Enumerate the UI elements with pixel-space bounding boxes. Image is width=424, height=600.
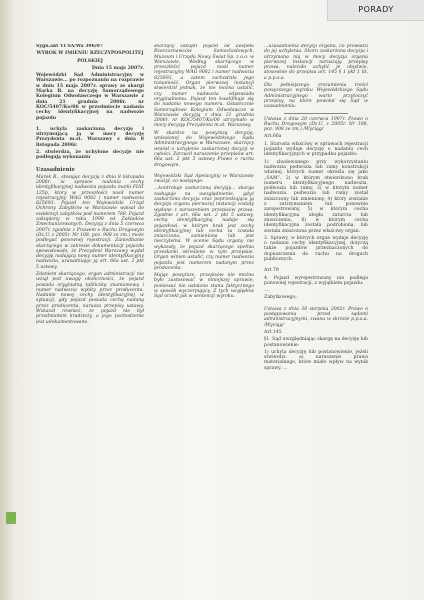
verdict-title-line2: POLSKIEJ <box>77 58 103 64</box>
page-binding-shadow <box>0 0 14 600</box>
col2-body-4: ...kontroluje zaskarżoną decyzję... skarga zasługuje na uwzględnienie, gdyż zaskarżona decyzja oraz poprzedzająca ją decyzja organu pierwszej instancji zostały wydane z naruszeniem przepisów prawa. Zgodnie z art. 66a ust. 2 pkt 5 ustawy, cechę identyfikacyjną nadaje się pojazdowi, w którym brak jest cechy identyfikacyjnej lub cecha ta została zniszczona, zamieniona lub jest nieczytelna. W ocenie Sądu organy nie wykazały, że pojazd skarżącego spełnia przesłanki określone w tym przepisie. Organ winien ustalić, czy numer nadwozia pojazdu jest numerem nadanym przez producenta. <box>154 186 254 271</box>
ruling-point-1: 1. uchyla zaskarżoną decyzję i utrzymującą ją w mocy decyzję Prezydenta m.st. Warszawy z dnia 8 listopada 2006r. <box>36 126 144 148</box>
col2-body-1: skarżący zakupił pojazd od Zespołu Rzeczoznawców Samochodowych, Muzeum i Urzędu Nowy Świat Sp. z o.o. w Warszawie. Według skarżącego w przeszłości pojazd nosił numer rejestracyjny WAG 9082 i numer nadwozia 825693, a zatem zachodziła jego tożsamość. Organ pierwszej instancji stwierdził jednak, że nie można ustalić, czy numer nadwozia odpowiada oryginalnemu. Pojazd ten kwalifikuje się do nadania nowego numeru. Ostatecznie Samorządowe Kolegium Odwoławcze w Warszawie decyzją z dnia 21 grudnia 2006r. nr KOC/5407/Ko/06 utrzymało w mocy decyzję Prezydenta m.st. Warszawy. <box>154 44 254 129</box>
ruling-point-2: 2. stwierdza, że uchylone decyzje nie podlegają wykonaniu <box>36 150 144 161</box>
article-66a-items: 1) zbudowanego przy wykorzystaniu nadwozia podwozia lub ramy konstrukcji własnej, których numer określa się jako „SAM”, 2) w którym stwierdzono brak numeru identyfikacyjnego nadwozia, podwozia lub ramy, 3) w którym numer nadwozia, podwozia lub ramy został zniszczony lub zmieniony, 4) który zostanie z zatrzymaniem lub ponownie zarejestrowany, 5) w którym cecha identyfikacyjna uległa zatarciu lub zniszczeniu, 6) w którym cecha identyfikacyjna została podrobiona, lub została zniszczona przez właściwy organ. <box>264 159 368 234</box>
text-column-1 <box>36 44 144 570</box>
case-signature: Sygn.akt VI SA/Wa 396/07 <box>36 44 103 49</box>
justification-body-2: Zdaniem skarżącego, organ administracji nie wziął pod uwagę okoliczności, że pojazd posiada oryginalną tabliczkę znamionową i numer nadwozia wybity przez producenta. Nadanie nowej cechy identyfikacyjnej w sytuacji, gdy pojazd posiada cechę nadaną przez producenta, narusza przepisy ustawy. Wskazał również, że pojazd nie był przedmiotem kradzieży, a jego pochodzenie jest udokumentowane. <box>36 271 144 325</box>
article-66a-title: Art.66a <box>264 134 282 140</box>
green-tab-marker <box>6 512 16 524</box>
article-79-items: .... <box>264 288 270 294</box>
section-header-tab <box>327 0 424 21</box>
article-79-para: 4. Pojazd wyrejestrowany nie podlega ponownej rejestracji, z wyjątkiem pojazdu: <box>264 275 368 286</box>
col3-body-2: Dla pełniejszego zrozumienia treści powyższego wyroku Wojewódzkiego Sądu Administracyjnego warto przytoczyć przepisy, na które powołał się Sąd w uzasadnieniu. <box>264 83 368 110</box>
statute-source-2: Ustawa z dnia 30 sierpnia 2002r. Prawo o postępowaniu przed sądami administracyjnymi, zwana w skrócie p.p.s.a. /Wyciąg/ <box>264 306 368 328</box>
col2-body-2: W skardze na powyższą decyzję, wniesionej do Wojewódzkiego Sądu Administracyjnego w Warszawie, skarżący wniósł o uchylenie zaskarżonej decyzji w całości. Zarzucił naruszenie przepisów art. 66a ust. 2 pkt 5 ustawy Prawo o ruchu drogowym. <box>154 130 254 168</box>
col2-body-3: Wojewódzki Sąd Apelacyjny w Warszawie zważył, co następuje: <box>154 173 254 185</box>
justification-body-1: Marek B., stosując decyzję z dnia 8 listopada 2006r. w sprawie nadania cechy identyfikacyjnej nadwozia pojazdu marki FIAT 125p, który w przeszłości nosił numer rejestracyjny WAG 9082 i numer nadwozia 825693. Pojazd ten Wojewódzki Urząd Ochrony Zabytków w Warszawie wpisał do ewidencji zabytków pod numerem 788. Pojazd zakupiony w roku 1998 od Zakładów Zmechanizowanych. Decyzją z dnia 5 czerwca 2007r. zgodnie z Prawem o Ruchu Drogowym (Dz.U. z 2005r. Nr 108, poz. 908 ze zm.) może podlegać ponownej rejestracji. Zaniedbanie skarżącego w zakresie dokumentacji pojazdu spowodowało, że Prezydent Warszawy wydał decyzję nadającą nowy numer identyfikacyjny nadwozia, uzasadniając ją art. 66a ust. 2 pkt 5 ustawy. <box>36 174 144 270</box>
article-145-para: §1. Sąd uwzględniając skargę na decyzję lub postanowienie: <box>264 337 368 348</box>
article-79-zabytek: Zabytkowego; <box>264 295 297 301</box>
verdict-title-line1: WYROK W IMIENIU RZECZYPOSPOLITEJ <box>36 51 144 57</box>
verdict-date: Dnia 15 maja 2007r. <box>91 65 144 71</box>
article-66a-para-2: 2. Sprawy, w których organ wydaje decyzję o nadaniu cechy identyfikacyjnej, dotyczą także pojazdów przeznaczonych do dopuszczenia do ruchu na drogach publicznych. <box>264 235 368 262</box>
section-title: PORADY <box>358 5 394 14</box>
article-79-title: Art.79 <box>264 268 279 274</box>
article-145-items: 1) uchyla decyzję lub postanowienie, jeżeli stwierdzi: a) naruszenie prawa materialnego, które miało wpływ na wynik sprawy, ... <box>264 349 368 371</box>
col3-body-1: ...uzasadnienia decyzji organu, co prowadzi do jej uchylenia. Skoro zaskarżona decyzja i utrzymana nią w mocy decyzja organu pierwszej instancji naruszają przepisy prawa, należało uchylić je obydwie, stosownie do przepisu art. 145 § 1 pkt 1 lit. a p.p.s.a. <box>264 44 368 81</box>
text-column-2 <box>154 44 254 570</box>
col2-body-5: Mając powyższe, przepisów nie można było zastosować w niniejszej sprawie, ponieważ nie ustalono stanu faktycznego w sposób wyczerpujący. Z tych względów Sąd orzekł jak w sentencji wyroku. <box>154 273 254 300</box>
justification-heading: Uzasadnienie <box>36 166 75 173</box>
divider <box>284 113 348 114</box>
text-column-3 <box>264 44 368 570</box>
court-paragraph: Wojewódzki Sąd Administracyjny w Warszawie... po rozpoznaniu na rozprawie w dniu 15 maja 2007r. sprawy ze skargi Marka B. na decyzję Samorządowego Kolegium Odwoławczego w Warszawie z dnia 21 grudnia 2006r. nr KOC/5407/Ko/06 w przedmiocie nadania cechy identyfikacyjnej na nadwozie pojazdu <box>36 73 144 121</box>
statute-source-1: Ustawa z dnia 20 czerwca 1997r. Prawo o Ruchu Drogowym (Dz.U. z 2005r. Nr 108, poz. 908 ze zm.) /Wyciąg/ <box>264 116 368 133</box>
article-145-title: Art.145 <box>264 329 282 335</box>
article-66a-para-1: 1. Starosta właściwy w sprawach rejestracji pojazdu wydaje decyzję o nadaniu cech identyfikacyjnych w przypadku pojazdu: <box>264 141 368 158</box>
